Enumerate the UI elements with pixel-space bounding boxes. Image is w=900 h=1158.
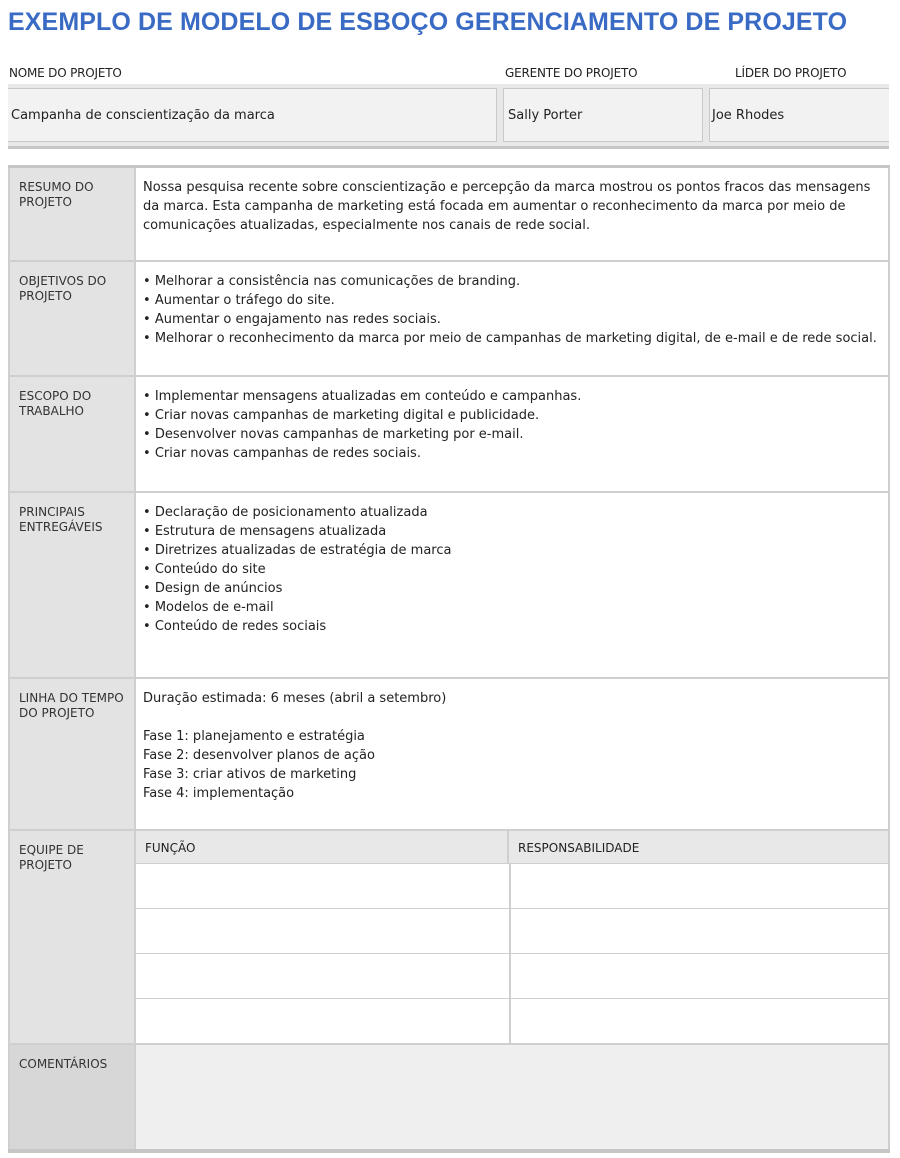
table-row (136, 909, 888, 954)
leader-label: LÍDER DO PROJETO (735, 66, 847, 80)
timeline-phase: Fase 1: planejamento e estratégia (143, 729, 365, 744)
objectives-row (8, 262, 890, 377)
role-cell[interactable] (136, 954, 511, 998)
list-item: • Melhorar o reconhecimento da marca por meio de campanhas de marketing digital, de e-mail e de rede social. (143, 329, 880, 346)
scope-content[interactable] (136, 377, 890, 491)
header-box (8, 84, 889, 149)
manager-value: Sally Porter (508, 107, 583, 123)
role-cell[interactable] (136, 909, 511, 953)
scope-row (8, 377, 890, 493)
list-item: • Modelos de e-mail (143, 598, 880, 617)
timeline-duration: Duração estimada: 6 meses (abril a setembro) (143, 691, 447, 706)
timeline-phase: Fase 2: desenvolver planos de ação (143, 748, 375, 763)
list-item: • Desenvolver novas campanhas de marketing por e-mail. (143, 425, 880, 444)
list-item: • Diretrizes atualizadas de estratégia de marca (143, 541, 880, 560)
objectives-content[interactable] (136, 262, 890, 375)
objectives-label: OBJETIVOS DO PROJETO (8, 262, 136, 375)
project-name-field[interactable] (8, 88, 497, 142)
table-row (136, 999, 888, 1043)
list-item: • Aumentar o engajamento nas redes sociais. (143, 310, 880, 329)
summary-row (8, 168, 890, 262)
timeline-phase: Fase 4: implementação (143, 786, 295, 801)
manager-field[interactable] (503, 88, 703, 142)
timeline-row (8, 679, 890, 831)
list-item: • Design de anúncios (143, 579, 880, 598)
page-title: EXEMPLO DE MODELO DE ESBOÇO GERENCIAMENTO DE PROJETO (8, 8, 848, 36)
deliverables-content[interactable] (136, 493, 890, 677)
table-row (136, 864, 888, 909)
list-item: • Criar novas campanhas de redes sociais. (143, 444, 880, 463)
team-table (136, 831, 890, 1043)
role-cell[interactable] (136, 999, 511, 1043)
summary-label: RESUMO DO PROJETO (8, 168, 136, 260)
leader-field[interactable] (709, 88, 889, 142)
list-item: • Criar novas campanhas de marketing digital e publicidade. (143, 406, 880, 425)
list-item: • Melhorar a consistência nas comunicações de branding. (143, 272, 880, 291)
deliverables-list (143, 503, 880, 636)
timeline-content[interactable] (136, 679, 890, 829)
team-label: EQUIPE DE PROJETO (8, 831, 136, 1043)
objectives-list (143, 272, 880, 346)
responsibility-cell[interactable] (511, 954, 888, 998)
responsibility-cell[interactable] (511, 909, 888, 953)
comments-field[interactable] (136, 1045, 890, 1149)
role-column-header: FUNÇÃO (136, 831, 509, 863)
list-item: • Declaração de posicionamento atualizada (143, 503, 880, 522)
project-name-label: NOME DO PROJETO (9, 66, 122, 80)
team-row (8, 831, 890, 1045)
summary-text: Nossa pesquisa recente sobre conscientização e percepção da marca mostrou os pontos fracos das mensagens da marca. Esta campanha de marketing está focada em aumentar o reconhecimento da marca por meio de comunicações atualizadas, especialmente nos canais de rede social. (143, 180, 871, 233)
timeline-label: LINHA DO TEMPO DO PROJETO (8, 679, 136, 829)
timeline-phase: Fase 3: criar ativos de marketing (143, 767, 357, 782)
list-item: • Aumentar o tráfego do site. (143, 291, 880, 310)
table-row (136, 954, 888, 999)
role-cell[interactable] (136, 864, 511, 908)
leader-value: Joe Rhodes (712, 107, 785, 123)
deliverables-row (8, 493, 890, 679)
list-item: • Estrutura de mensagens atualizada (143, 522, 880, 541)
scope-list (143, 387, 880, 463)
comments-label: COMENTÁRIOS (8, 1045, 136, 1149)
project-name-value: Campanha de conscientização da marca (11, 107, 275, 123)
team-table-header (136, 831, 888, 864)
responsibility-column-header: RESPONSABILIDADE (518, 841, 640, 855)
list-item: • Implementar mensagens atualizadas em conteúdo e campanhas. (143, 387, 880, 406)
list-item: • Conteúdo de redes sociais (143, 617, 880, 636)
comments-row (8, 1045, 890, 1153)
list-item: • Conteúdo do site (143, 560, 880, 579)
responsibility-cell[interactable] (511, 864, 888, 908)
manager-label: GERENTE DO PROJETO (505, 66, 638, 80)
responsibility-cell[interactable] (511, 999, 888, 1043)
deliverables-label: PRINCIPAIS ENTREGÁVEIS (8, 493, 136, 677)
summary-content[interactable] (136, 168, 890, 260)
outline-table (8, 165, 890, 1153)
scope-label: ESCOPO DO TRABALHO (8, 377, 136, 491)
